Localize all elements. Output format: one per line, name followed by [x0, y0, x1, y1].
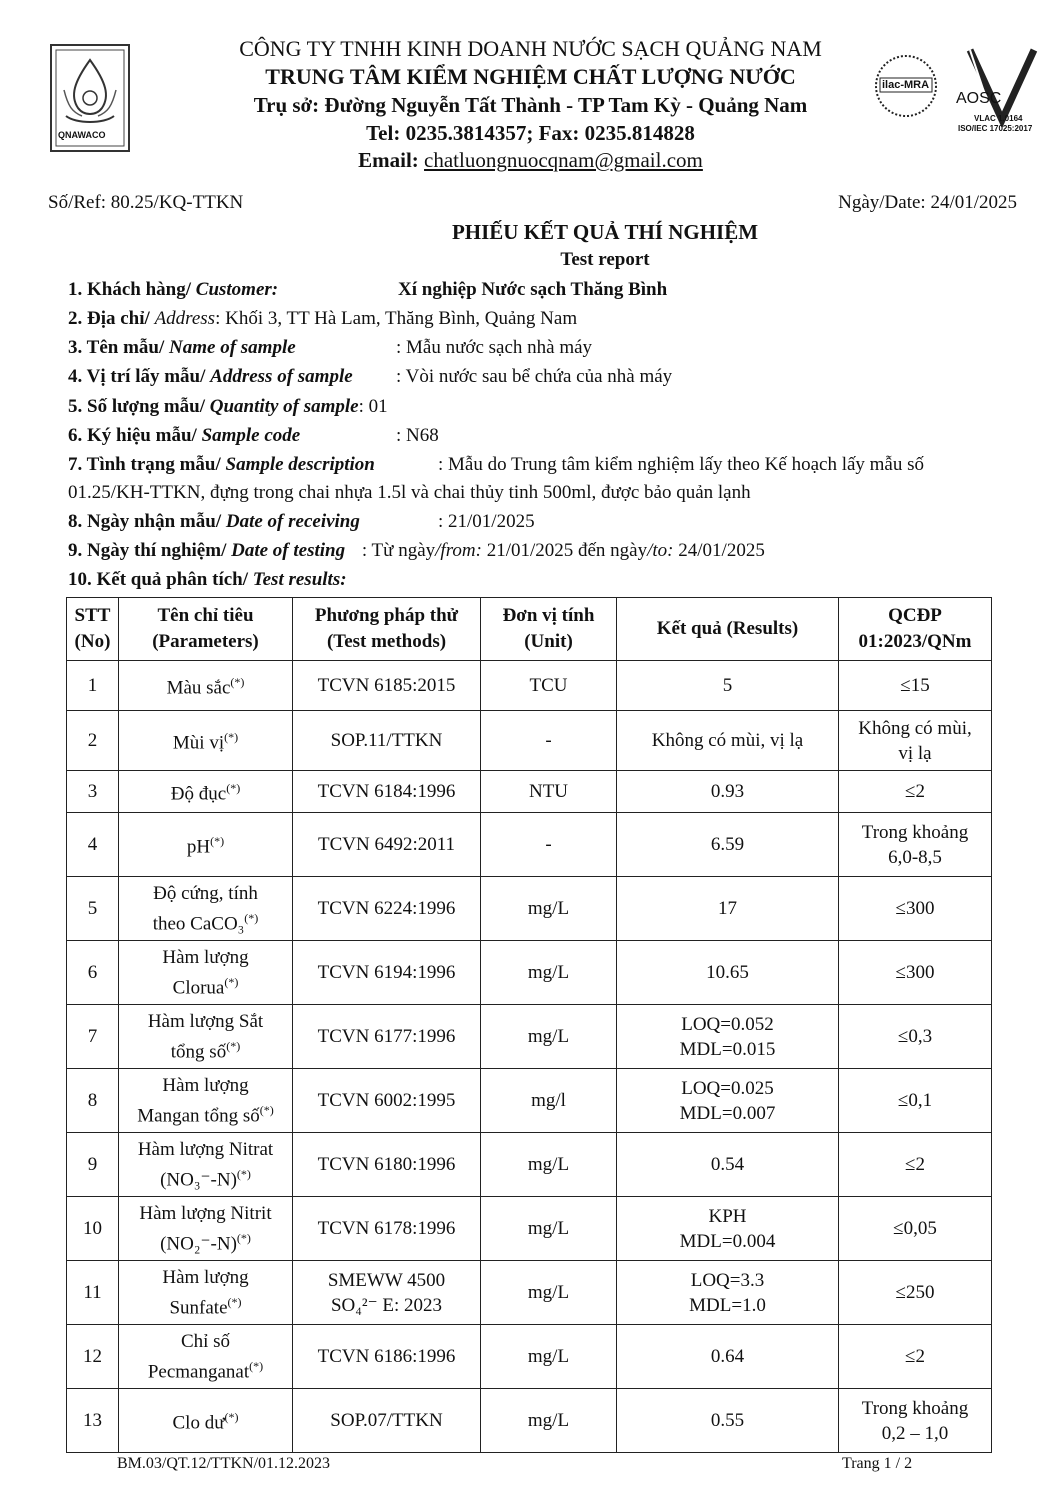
table-row [67, 877, 992, 941]
table-row [67, 1005, 992, 1069]
info-quantity: 5. Số lượng mẫu/ Quantity of sample: 01 [68, 396, 388, 417]
accredited-mark: (*) [230, 675, 245, 690]
cell-method: SMEWW 4500 SO₄²⁻ E: 2023 [293, 1261, 481, 1325]
cell-no: 8 [67, 1069, 119, 1133]
cell-result: LOQ=0.025 MDL=0.007 [617, 1069, 839, 1133]
cell-param: Màu sắc(*) [119, 661, 293, 711]
cell-no: 1 [67, 661, 119, 711]
form-code: BM.03/QT.12/TTKN/01.12.2023 [117, 1455, 331, 1472]
company-name: CÔNG TY TNHH KINH DOANH NƯỚC SẠCH QUẢNG NAM [239, 36, 822, 61]
accredited-mark: (*) [224, 974, 239, 989]
accredited-mark: (*) [227, 1294, 242, 1309]
cell-param: Độ đục(*) [119, 771, 293, 813]
cell-method: TCVN 6185:2015 [293, 661, 481, 711]
cell-param: Clo dư(*) [119, 1389, 293, 1453]
info-results-label: 10. Kết quả phân tích/ Test results: [68, 569, 347, 590]
info-sample-name: 3. Tên mẫu/ Name of sample : Mẫu nước sạch nhà máy [68, 337, 593, 358]
table-row [67, 771, 992, 813]
cell-result: 0.64 [617, 1325, 839, 1389]
cell-param: Hàm lượng Nitrit (NO₂⁻-N)(*) [119, 1197, 293, 1261]
cell-unit: - [481, 711, 617, 771]
cell-limit: ≤300 [839, 877, 992, 941]
cell-method: TCVN 6492:2011 [293, 813, 481, 877]
cell-method: TCVN 6186:1996 [293, 1325, 481, 1389]
cell-unit: mg/L [481, 1389, 617, 1453]
ilac-logo-text: ilac-MRA [882, 79, 930, 91]
table-row [67, 813, 992, 877]
cell-result: 0.93 [617, 771, 839, 813]
table-row [67, 1325, 992, 1389]
table-row [67, 1389, 992, 1453]
cell-result: LOQ=0.052 MDL=0.015 [617, 1005, 839, 1069]
cell-limit: ≤0,3 [839, 1005, 992, 1069]
report-subtitle: Test report [560, 249, 650, 270]
cell-method: TCVN 6194:1996 [293, 941, 481, 1005]
cell-result: 10.65 [617, 941, 839, 1005]
accredited-mark: (*) [224, 730, 239, 745]
cell-limit: ≤2 [839, 1133, 992, 1197]
cell-unit: mg/l [481, 1069, 617, 1133]
cell-result: 6.59 [617, 813, 839, 877]
cell-limit: Không có mùi, vị lạ [839, 711, 992, 771]
accredited-mark: (*) [210, 834, 225, 849]
accredited-mark: (*) [244, 910, 259, 925]
cell-no: 3 [67, 771, 119, 813]
accredited-mark: (*) [236, 1166, 251, 1181]
col-header-param: Tên chỉ tiêu (Parameters) [119, 598, 293, 661]
cell-result: 0.55 [617, 1389, 839, 1453]
cell-unit: - [481, 813, 617, 877]
ref-number: Số/Ref: 80.25/KQ-TTKN [48, 192, 244, 213]
info-description: 7. Tình trạng mẫu/ Sample description : Mẫu do Trung tâm kiểm nghiệm lấy theo Kế hoạch lấy mẫu số [68, 454, 925, 475]
info-address: 2. Địa chỉ/ Address: Khối 3, TT Hà Lam, Thăng Bình, Quảng Nam [68, 308, 578, 329]
cell-unit: mg/L [481, 1197, 617, 1261]
cell-no: 6 [67, 941, 119, 1005]
cell-result: LOQ=3.3 MDL=1.0 [617, 1261, 839, 1325]
cell-method: TCVN 6180:1996 [293, 1133, 481, 1197]
header-email-line [0, 148, 1061, 173]
cell-param: Hàm lượng Mangan tổng số(*) [119, 1069, 293, 1133]
cell-result: 0.54 [617, 1133, 839, 1197]
info-sample-position: 4. Vị trí lấy mẫu/ Address of sample : Vòi nước sau bể chứa của nhà máy [68, 366, 673, 387]
cell-method: TCVN 6177:1996 [293, 1005, 481, 1069]
results-table [66, 597, 992, 1453]
cell-limit: ≤250 [839, 1261, 992, 1325]
col-header-limit: QCĐP 01:2023/QNm [839, 598, 992, 661]
accredited-mark: (*) [249, 1358, 264, 1373]
table-row [67, 1261, 992, 1325]
cell-no: 11 [67, 1261, 119, 1325]
vilas-text: VLAC 1.0164 [974, 114, 1023, 123]
cell-result: Không có mùi, vị lạ [617, 711, 839, 771]
cell-limit: ≤0,05 [839, 1197, 992, 1261]
cell-method: SOP.11/TTKN [293, 711, 481, 771]
cell-no: 10 [67, 1197, 119, 1261]
cell-param: Hàm lượng Clorua(*) [119, 941, 293, 1005]
info-testing-date: 9. Ngày thí nghiệm/ Date of testing : Từ ngày/from: 21/01/2025 đến ngày/to: 24/01/2025 [68, 540, 765, 561]
table-row [67, 711, 992, 771]
table-row [67, 941, 992, 1005]
col-header-no: STT (No) [67, 598, 119, 661]
info-sample-code: 6. Ký hiệu mẫu/ Sample code : N68 [68, 425, 439, 446]
cell-unit: mg/L [481, 1005, 617, 1069]
cell-param: pH(*) [119, 813, 293, 877]
email-label: Email: [358, 148, 419, 172]
cell-result: KPH MDL=0.004 [617, 1197, 839, 1261]
cell-param: Hàm lượng Sunfate(*) [119, 1261, 293, 1325]
cell-param: Hàm lượng Sắt tổng số(*) [119, 1005, 293, 1069]
cell-limit: Trong khoảng 0,2 – 1,0 [839, 1389, 992, 1453]
cell-no: 9 [67, 1133, 119, 1197]
cell-no: 2 [67, 711, 119, 771]
cell-unit: mg/L [481, 1133, 617, 1197]
email-link[interactable]: chatluongnuocqnam@gmail.com [424, 148, 703, 172]
cell-method: TCVN 6184:1996 [293, 771, 481, 813]
cell-unit: mg/L [481, 1325, 617, 1389]
cell-param: Độ cứng, tính theo CaCO₃(*) [119, 877, 293, 941]
table-row [67, 1069, 992, 1133]
page-number: Trang 1 / 2 [842, 1455, 913, 1472]
col-header-unit: Đơn vị tính (Unit) [481, 598, 617, 661]
cell-limit: ≤300 [839, 941, 992, 1005]
col-header-method: Phương pháp thử (Test methods) [293, 598, 481, 661]
cell-no: 12 [67, 1325, 119, 1389]
customer-value: Xí nghiệp Nước sạch Thăng Bình [398, 279, 668, 300]
cell-limit: ≤0,1 [839, 1069, 992, 1133]
info-receiving-date: 8. Ngày nhận mẫu/ Date of receiving : 21/01/2025 [68, 511, 535, 532]
table-row [67, 1133, 992, 1197]
cell-unit: NTU [481, 771, 617, 813]
cell-no: 13 [67, 1389, 119, 1453]
info-customer: 1. Khách hàng/ Customer: Xí nghiệp Nước sạch Thăng Bình [68, 279, 668, 300]
cell-method: SOP.07/TTKN [293, 1389, 481, 1453]
center-name: TRUNG TÂM KIỂM NGHIỆM CHẤT LƯỢNG NƯỚC [265, 64, 796, 89]
cell-unit: TCU [481, 661, 617, 711]
report-title: PHIẾU KẾT QUẢ THÍ NGHIỆM [451, 220, 759, 244]
cell-limit: ≤2 [839, 771, 992, 813]
cell-param: Chỉ số Pecmanganat(*) [119, 1325, 293, 1389]
cell-no: 7 [67, 1005, 119, 1069]
cell-param: Hàm lượng Nitrat (NO₃⁻-N)(*) [119, 1133, 293, 1197]
cell-method: TCVN 6224:1996 [293, 877, 481, 941]
cell-method: TCVN 6002:1995 [293, 1069, 481, 1133]
cell-limit: ≤15 [839, 661, 992, 711]
cell-unit: mg/L [481, 941, 617, 1005]
cell-result: 5 [617, 661, 839, 711]
aosc-logo-text: AOSC [956, 90, 1002, 107]
info-description-cont: 01.25/KH-TTKN, đựng trong chai nhựa 1.5l và chai thủy tinh 500ml, được bảo quản lạnh [68, 482, 751, 503]
table-header-row [67, 598, 992, 661]
cell-limit: ≤2 [839, 1325, 992, 1389]
logo-left-text: QNAWACO [58, 130, 106, 140]
header-address: Trụ sở: Đường Nguyễn Tất Thành - TP Tam Kỳ - Quảng Nam [253, 93, 808, 117]
accredited-mark: (*) [226, 781, 241, 796]
accredited-mark: (*) [224, 1410, 239, 1425]
accredited-mark: (*) [259, 1102, 274, 1117]
col-header-result: Kết quả (Results) [617, 598, 839, 661]
cell-unit: mg/L [481, 877, 617, 941]
cell-unit: mg/L [481, 1261, 617, 1325]
table-row [67, 661, 992, 711]
cell-no: 4 [67, 813, 119, 877]
iso-text: ISO/IEC 17025:2017 [958, 124, 1033, 133]
header-tel: Tel: 0235.3814357; Fax: 0235.814828 [366, 121, 695, 145]
cell-limit: Trong khoảng 6,0-8,5 [839, 813, 992, 877]
cell-param: Mùi vị(*) [119, 711, 293, 771]
accredited-mark: (*) [226, 1038, 241, 1053]
cell-result: 17 [617, 877, 839, 941]
table-row [67, 1197, 992, 1261]
cell-method: TCVN 6178:1996 [293, 1197, 481, 1261]
report-date: Ngày/Date: 24/01/2025 [838, 192, 1017, 213]
cell-no: 5 [67, 877, 119, 941]
accredited-mark: (*) [236, 1230, 251, 1245]
